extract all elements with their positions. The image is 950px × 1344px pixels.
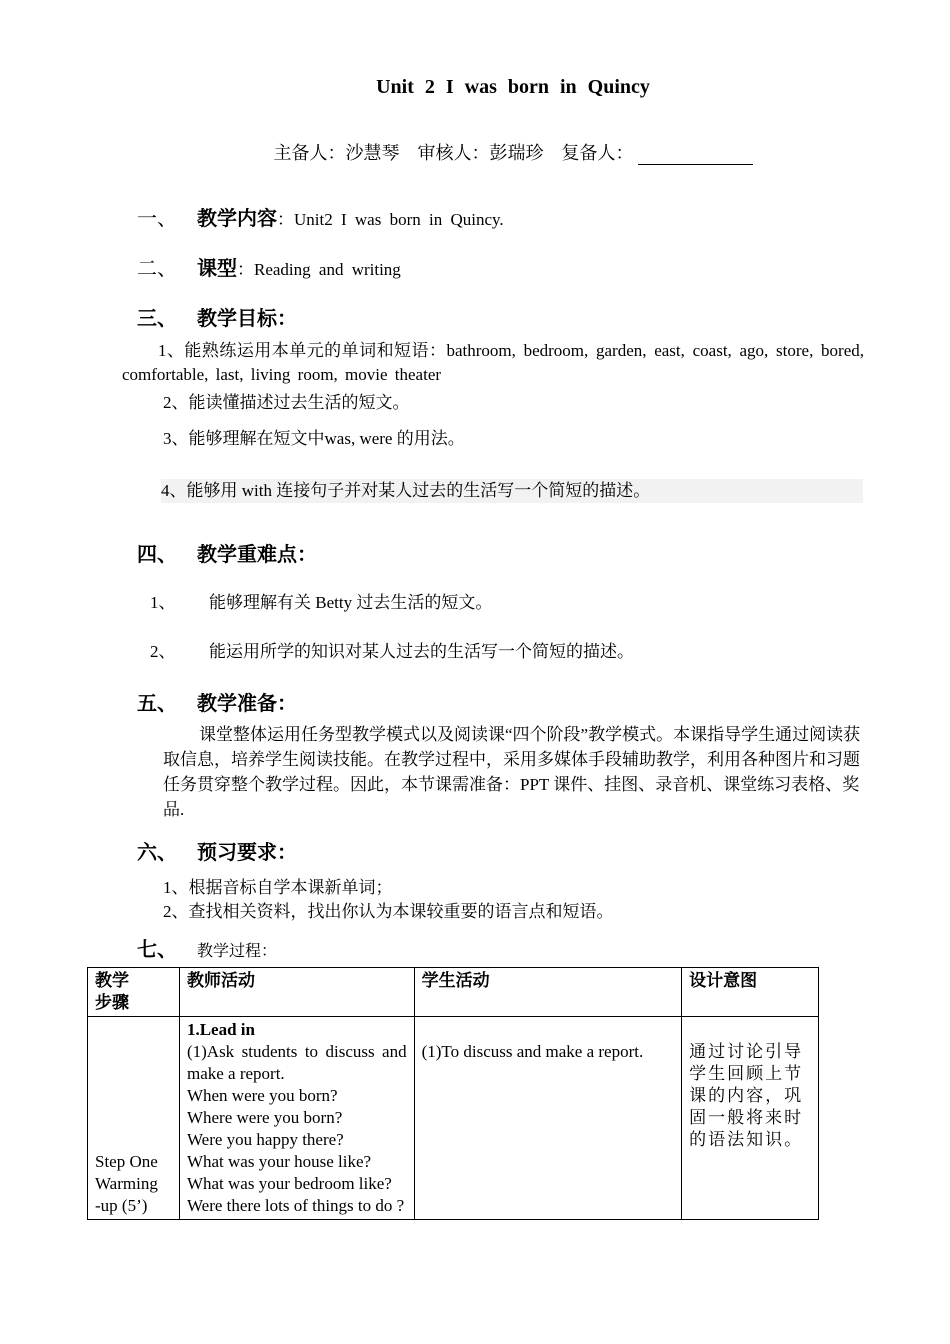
teacher-line: Where were you born? [186,1108,343,1127]
section-5-label: 教学准备： [197,693,297,715]
header-student: 学生活动 [414,968,682,1017]
teacher-line: What was your bedroom like? [186,1174,392,1193]
key-point-1: 1、 能够理解有关 Betty 过去生活的短文。 [150,593,493,612]
section-7-label: 教学过程： [197,943,278,960]
repeat-preparer-blank [638,146,753,165]
preview-item-1: 1、根据音标自学本课新单词； [163,878,393,897]
reviewer: 审核人：彭瑞珍 [417,143,544,163]
section-5: 五、 教学准备： [137,693,297,715]
teaching-process-table [87,967,819,1220]
repeat-preparer: 复备人： [561,143,634,163]
teacher-line: (1)Ask students to discuss and make a report. [186,1042,407,1083]
section-1-label: 教学内容 [197,208,277,230]
section-2-label: 课型 [197,258,237,280]
key-point-2: 2、 能运用所学的知识对某人过去的生活写一个简短的描述。 [150,642,634,661]
section-6-label: 预习要求： [197,842,297,864]
section-1-value: Unit2 I was born in Quincy. [294,210,504,229]
goal-2: 2、能读懂描述过去生活的短文。 [163,393,410,412]
section-4-label: 教学重难点： [197,544,317,566]
header-step: 教学 步骤 [88,968,180,1017]
preparation-paragraph: 课堂整体运用任务型教学模式以及阅读课“四个阶段”教学模式。本课指导学生通过阅读获取信息，培养学生阅读技能。在教学过程中，采用多媒体手段辅助教学，利用各种图片和习题任务贯穿整个教学过程。因此，本节课需准备：PPT 课件、挂图、录音机、课堂练习表格、奖品. [163,725,861,819]
preview-item-2: 2、查找相关资料，找出你认为本课较重要的语言点和短语。 [163,902,614,921]
section-4: 四、 教学重难点： [137,544,317,566]
teacher-activity-cell [179,1017,414,1220]
teacher-line: When were you born? [186,1086,338,1105]
goal-3: 3、能够理解在短文中was, were 的用法。 [163,429,465,448]
table-header-row [88,968,819,1017]
section-6: 六、 预习要求： [137,842,297,864]
teacher-line: Were you happy there? [186,1130,344,1149]
main-preparer: 主备人：沙慧琴 [273,143,400,163]
header-intent: 设计意图 [682,968,819,1017]
section-3: 三、 教学目标： [137,308,297,330]
section-3-label: 教学目标： [197,308,297,330]
student-activity-cell: (1)To discuss and make a report. [414,1017,682,1220]
design-intent-cell: 通过讨论引导学生回顾上节课的内容，巩固一般将来时的语法知识。 [682,1017,819,1220]
teacher-line: What was your house like? [186,1152,372,1171]
step-cell: Step One Warming -up (5’) [88,1017,180,1220]
section-7: 七、 教学过程： [137,939,278,961]
section-2: 二、 课型：Reading and writing [137,258,401,280]
section-1: 一、 教学内容：Unit2 I was born in Quincy. [137,208,504,230]
teacher-line: Were there lots of things to do ? [186,1196,405,1215]
authors-line [0,139,950,165]
section-2-value: Reading and writing [254,260,401,279]
lead-in-title: 1.Lead in [186,1020,255,1039]
header-teacher: 教师活动 [179,968,414,1017]
page-title: Unit 2 I was born in Quincy [376,76,650,98]
goal-4: 4、能够用 with 连接句子并对某人过去的生活写一个简短的描述。 [161,479,863,503]
goal-1: 1、能熟练运用本单元的单词和短语：bathroom, bedroom, garden, east, coast, ago, store, bored, comfortable, last, living room, movie theater [122,341,864,384]
table-row [88,1017,819,1220]
